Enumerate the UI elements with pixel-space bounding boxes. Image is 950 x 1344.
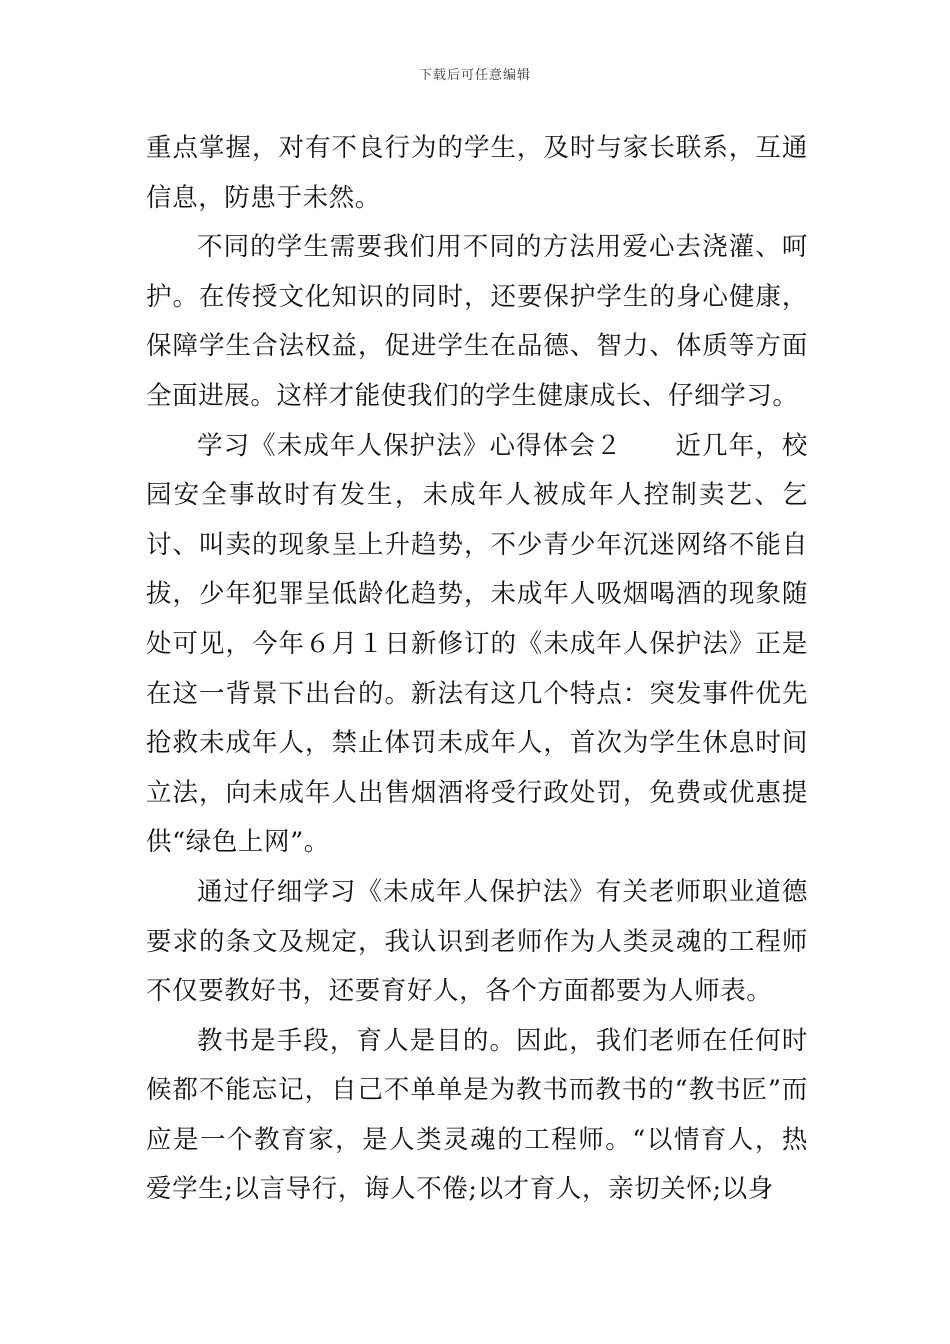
header-note: 下载后可任意编辑 <box>418 68 531 83</box>
paragraph-5: 教书是手段，育人是目的。因此，我们老师在任何时候都不能忘记，自己不单单是为教书而教书的“教书匠”而应是一个教育家，是人类灵魂的工程师。“以情育人，热爱学生;以言导行，诲人不倦;以才育人，亲切关怀;以身 <box>146 1025 808 1205</box>
paragraph-2: 不同的学生需要我们用不同的方法用爱心去浇灌、呵护。在传授文化知识的同时，还要保护学生的身心健康，保障学生合法权益，促进学生在品德、智力、体质等方面全面进展。这样才能使我们的学生健康成长、仔细学习。 <box>146 232 808 411</box>
paragraph-1: 重点掌握，对有不良行为的学生，及时与家长联系，互通信息，防患于未然。 <box>146 133 808 213</box>
paragraph-4: 通过仔细学习《未成年人保护法》有关老师职业道德要求的条文及规定，我认识到老师作为人类灵魂的工程师不仅要教好书，还要育好人，各个方面都要为人师表。 <box>146 876 808 1007</box>
paragraph-3: 学习《未成年人保护法》心得体会２ 近几年，校园安全事故时有发生，未成年人被成年人控制卖艺、乞讨、叫卖的现象呈上升趋势，不少青少年沉迷网络不能自拔，少年犯罪呈低龄化趋势，未成年人吸烟喝酒的现象随处可见，今年６月１日新修订的《未成年人保护法》正是在这一背景下出台的。新法有这几个特点：突发事件优先抢救未成年人，禁止体罚未成年人，首次为学生休息时间立法，向未成年人出售烟酒将受行政处罚，免费或优惠提供“绿色上网”。 <box>146 430 808 858</box>
body-text <box>146 124 808 1215</box>
